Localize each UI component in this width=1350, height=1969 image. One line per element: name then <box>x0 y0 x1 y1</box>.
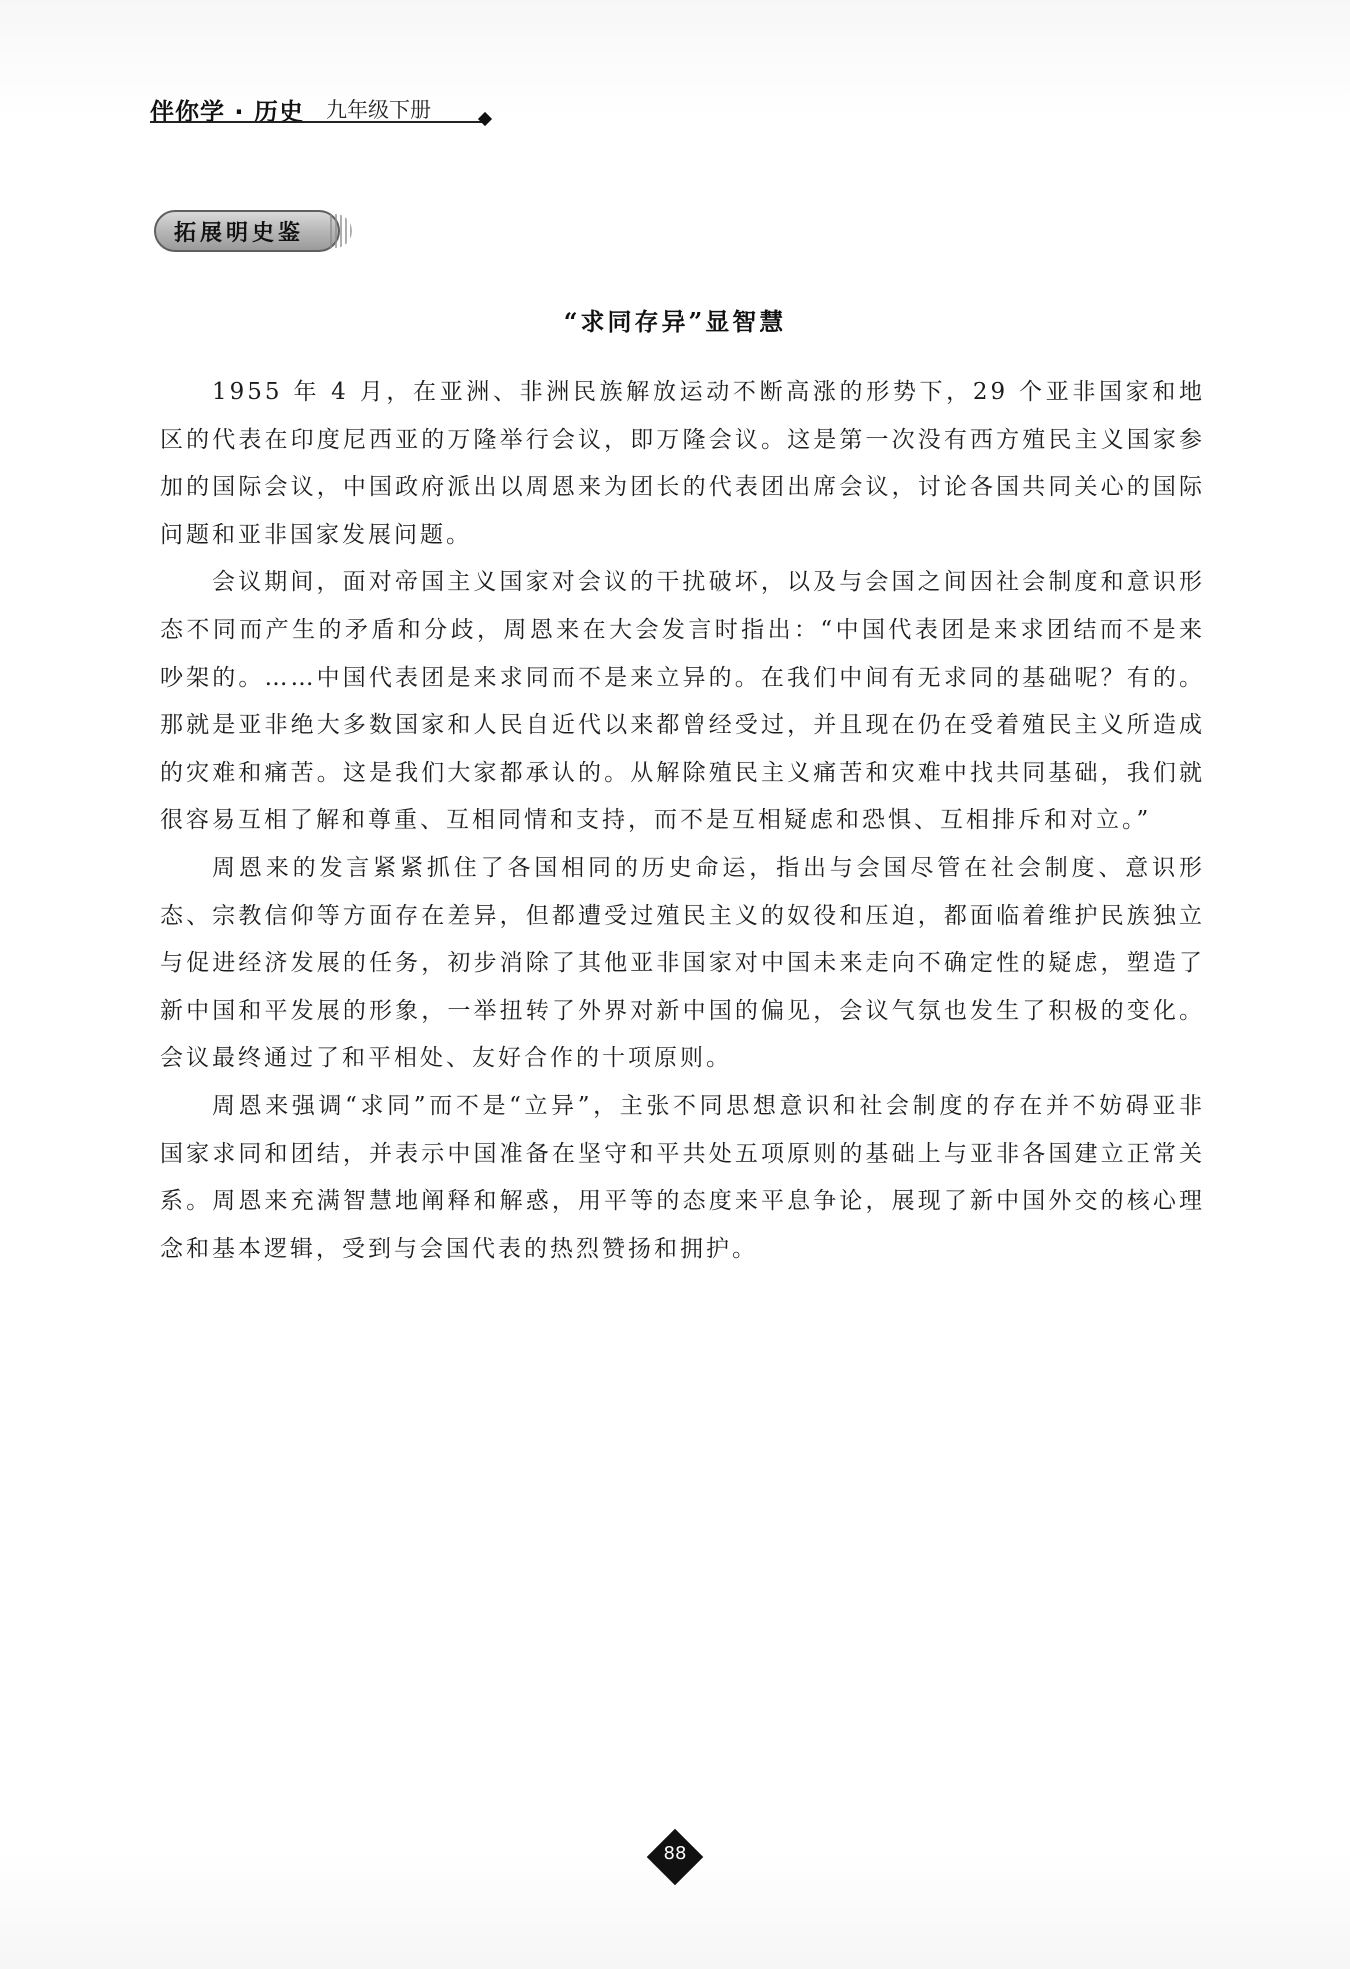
page-number <box>647 1829 703 1885</box>
book-grade: 九年级下册 <box>326 98 431 122</box>
article-body <box>160 369 1205 1273</box>
book-brand: 伴你学 · 历史 <box>150 98 304 126</box>
running-header <box>150 92 490 126</box>
article-title: “求同存异”显智慧 <box>563 307 787 336</box>
section-badge-stripes <box>330 214 352 248</box>
paragraph: 周恩来的发言紧紧抓住了各国相同的历史命运，指出与会国尽管在社会制度、意识形态、宗教信仰等方面存在差异，但都遭受过殖民主义的奴役和压迫，都面临着维护民族独立与促进经济发展的任务，初步消除了其他亚非国家对中国未来走向不确定性的疑虑，塑造了新中国和平发展的形象，一举扭转了外界对新中国的偏见，会议气氛也发生了积极的变化。会议最终通过了和平相处、友好合作的十项原则。 <box>160 854 1205 1072</box>
section-label: 拓展明史鉴 <box>174 221 305 246</box>
paragraph: 周恩来强调“求同”而不是“立异”，主张不同思想意识和社会制度的存在并不妨碍亚非国家求同和团结，并表示中国准备在坚守和平共处五项原则的基础上与亚非各国建立正常关系。周恩来充满智慧地阐释和解惑，用平等的态度来平息争论，展现了新中国外交的核心理念和基本逻辑，受到与会国代表的热烈赞扬和拥护。 <box>160 1092 1205 1262</box>
section-badge <box>154 210 354 254</box>
header-rule <box>150 121 486 123</box>
paragraph: 会议期间，面对帝国主义国家对会议的干扰破坏，以及与会国之间因社会制度和意识形态不同而产生的矛盾和分歧，周恩来在大会发言时指出：“中国代表团是来求团结而不是来吵架的。……中国代表团是来求同而不是来立异的。在我们中间有无求同的基础呢？有的。那就是亚非绝大多数国家和人民自近代以来都曾经受过，并且现在仍在受着殖民主义所造成的灾难和痛苦。这是我们大家都承认的。从解除殖民主义痛苦和灾难中找共同基础，我们就很容易互相了解和尊重、互相同情和支持，而不是互相疑虑和恐惧、互相排斥和对立。” <box>160 569 1205 834</box>
page-number-text: 88 <box>663 1843 687 1864</box>
paragraph: 1955 年 4 月，在亚洲、非洲民族解放运动不断高涨的形势下，29 个亚非国家和地区的代表在印度尼西亚的万隆举行会议，即万隆会议。这是第一次没有西方殖民主义国家参加的国际会议，中国政府派出以周恩来为团长的代表团出席会议，讨论各国共同关心的国际问题和亚非国家发展问题。 <box>160 379 1205 548</box>
